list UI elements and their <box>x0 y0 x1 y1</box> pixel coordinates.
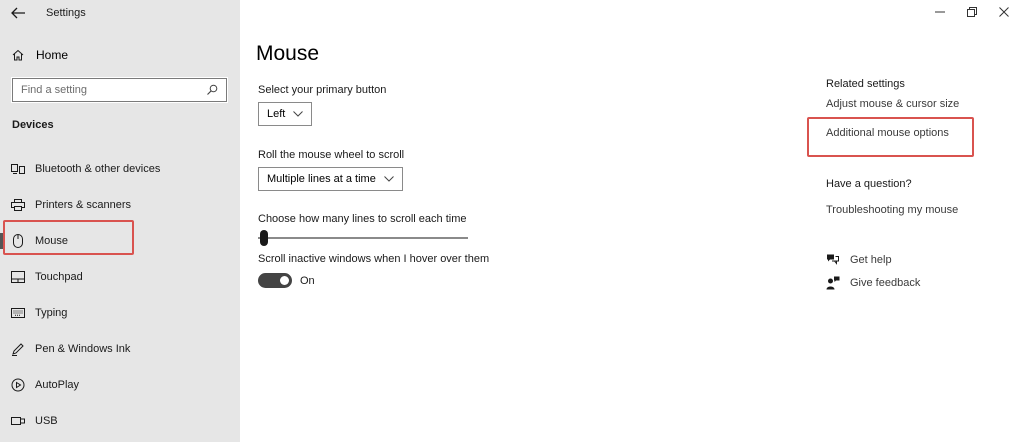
slider-thumb[interactable] <box>260 230 268 246</box>
touchpad-icon <box>11 270 25 284</box>
slider-track <box>258 237 468 239</box>
sidebar-item-touchpad[interactable] <box>0 259 240 295</box>
primary-button-value: Left <box>267 108 286 120</box>
nav-list <box>0 151 240 439</box>
scroll-wheel-value: Multiple lines at a time <box>267 173 376 185</box>
sidebar-item-bluetooth[interactable] <box>0 151 240 187</box>
sidebar-item-usb[interactable] <box>0 403 240 439</box>
sidebar-item-label: Pen & Windows Ink <box>35 343 131 355</box>
sidebar-item-label: Bluetooth & other devices <box>35 163 161 175</box>
question-heading: Have a question? <box>826 178 912 190</box>
sidebar <box>0 0 240 442</box>
bluetooth-devices-icon <box>11 162 25 176</box>
sidebar-item-mouse[interactable] <box>0 223 240 259</box>
restore-button[interactable] <box>964 4 980 20</box>
restore-icon <box>967 7 977 17</box>
pen-icon <box>11 342 25 356</box>
troubleshoot-link[interactable]: Troubleshooting my mouse <box>826 204 959 216</box>
primary-button-label: Select your primary button <box>258 84 387 96</box>
search-icon[interactable] <box>206 84 218 96</box>
search-input[interactable] <box>21 84 206 96</box>
related-settings-heading: Related settings <box>826 78 905 90</box>
feedback-icon <box>826 276 840 290</box>
section-title: Devices <box>12 119 54 131</box>
chevron-down-icon <box>293 111 303 117</box>
toggle-knob <box>280 276 289 285</box>
mouse-icon <box>11 234 25 248</box>
chevron-down-icon <box>384 176 394 182</box>
sidebar-item-label: AutoPlay <box>35 379 80 391</box>
sidebar-item-printers[interactable] <box>0 187 240 223</box>
sidebar-item-label: Printers & scanners <box>35 199 131 211</box>
primary-button-dropdown[interactable] <box>258 102 312 126</box>
inactive-scroll-label: Scroll inactive windows when I hover over them <box>258 253 490 265</box>
app-title: Settings <box>46 7 86 19</box>
home-label: Home <box>36 48 69 62</box>
get-help-label: Get help <box>850 253 892 266</box>
sidebar-item-label: Touchpad <box>35 271 83 283</box>
sidebar-item-label: Mouse <box>35 235 69 247</box>
sidebar-item-typing[interactable] <box>0 295 240 331</box>
scroll-wheel-dropdown[interactable] <box>258 167 403 191</box>
minimize-button[interactable] <box>932 4 948 20</box>
sidebar-item-pen[interactable] <box>0 331 240 367</box>
sidebar-item-autoplay[interactable] <box>0 367 240 403</box>
adjust-cursor-link[interactable]: Adjust mouse & cursor size <box>826 98 960 110</box>
give-feedback-label: Give feedback <box>850 277 921 289</box>
get-help-link[interactable] <box>826 253 892 266</box>
usb-icon <box>11 414 25 428</box>
sidebar-item-label: Typing <box>35 307 68 319</box>
minimize-icon <box>935 7 945 17</box>
toggle-state-label: On <box>300 275 315 287</box>
page-title: Mouse <box>256 42 320 65</box>
chat-help-icon <box>826 253 840 266</box>
sidebar-item-label: USB <box>35 415 58 427</box>
keyboard-icon <box>11 306 25 320</box>
lines-to-scroll-slider[interactable] <box>258 229 468 247</box>
lines-to-scroll-label: Choose how many lines to scroll each time <box>258 213 467 225</box>
search-box[interactable] <box>12 78 227 102</box>
back-arrow-icon[interactable] <box>10 6 26 20</box>
printer-icon <box>11 198 25 212</box>
inactive-scroll-toggle[interactable] <box>258 273 292 288</box>
close-button[interactable] <box>996 4 1012 20</box>
home-icon <box>12 49 24 61</box>
scroll-wheel-label: Roll the mouse wheel to scroll <box>258 149 405 161</box>
additional-mouse-options-link[interactable]: Additional mouse options <box>826 127 949 139</box>
title-bar <box>0 0 240 26</box>
give-feedback-link[interactable] <box>826 276 920 290</box>
close-icon <box>999 7 1009 17</box>
home-link[interactable] <box>12 46 68 64</box>
autoplay-icon <box>11 378 25 392</box>
